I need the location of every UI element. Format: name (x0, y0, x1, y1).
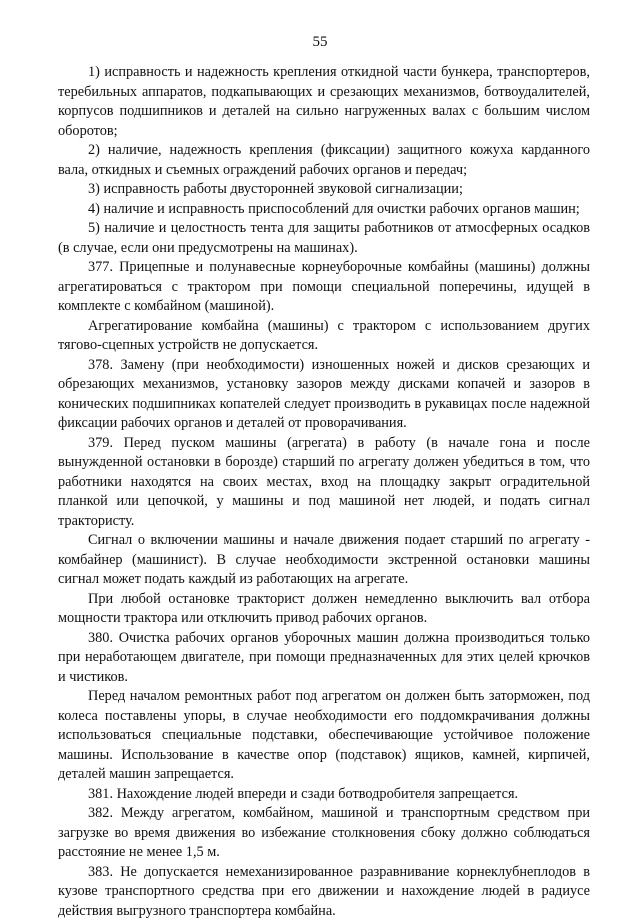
paragraph: 379. Перед пуском машины (агрегата) в работу (в начале гона и после вынужденной остановки в борозде) старший по агрегату должен убедиться в том, что работники находятся на своих местах, вход на площадку закрыт оградительной планкой или цепочкой, у машины и под машиной нет людей, и подать сигнал трактористу. (58, 434, 590, 532)
paragraph: 380. Очистка рабочих органов уборочных машин должна производиться только при неработающем двигателе, при помощи предназначенных для этих целей крючков и чистиков. (58, 629, 590, 688)
paragraph: 382. Между агрегатом, комбайном, машиной и транспортным средством при загрузке во время движения во избежание столкновения сбоку должно соблюдаться расстояние не менее 1,5 м. (58, 804, 590, 863)
paragraph: Перед началом ремонтных работ под агрегатом он должен быть заторможен, под колеса поставлены упоры, в случае необходимости его поддомкрачивания должны использоваться специальные подставки, обеспечивающие устойчивое положение машины. Использование в качестве опор (подставок) ящиков, камней, кирпичей, деталей машин запрещается. (58, 687, 590, 785)
paragraph: 2) наличие, надежность крепления (фиксации) защитного кожуха карданного вала, откидных и съемных ограждений рабочих органов и передач; (58, 141, 590, 180)
paragraph: 3) исправность работы двусторонней звуковой сигнализации; (58, 180, 590, 200)
paragraph: 383. Не допускается немеханизированное разравнивание корнеклубнеплодов в кузове транспортного средства при его движении и нахождение людей в радиусе действия выгрузного транспортера комбайна. (58, 863, 590, 921)
paragraph: 381. Нахождение людей впереди и сзади ботводробителя запрещается. (58, 785, 590, 805)
paragraph: 377. Прицепные и полунавесные корнеуборочные комбайны (машины) должны агрегатироваться с трактором при помощи специальной поперечины, идущей в комплекте с комбайном (машиной). (58, 258, 590, 317)
paragraph: 1) исправность и надежность крепления откидной части бункера, транспортеров, теребильных аппаратов, подкапывающих и срезающих механизмов, ботвоудалителей, корпусов подшипников и деталей на сильно нагруженных валах с большим числом оборотов; (58, 63, 590, 141)
paragraph: Агрегатирование комбайна (машины) с трактором с использованием других тягово-сцепных устройств не допускается. (58, 317, 590, 356)
paragraph: 378. Замену (при необходимости) изношенных ножей и дисков срезающих и обрезающих механизмов, установку зазоров между дисками копачей и зазоров в конических подшипниках копателей следует производить в рукавицах после надежной фиксации рабочих органов и деталей от проворачивания. (58, 356, 590, 434)
body-text (58, 63, 590, 921)
page-number: 55 (0, 33, 640, 51)
paragraph: 4) наличие и исправность приспособлений для очистки рабочих органов машин; (58, 200, 590, 220)
paragraph: При любой остановке тракторист должен немедленно выключить вал отбора мощности трактора или отключить привод рабочих органов. (58, 590, 590, 629)
paragraph: 5) наличие и целостность тента для защиты работников от атмосферных осадков (в случае, если они предусмотрены на машинах). (58, 219, 590, 258)
paragraph: Сигнал о включении машины и начале движения подает старший по агрегату - комбайнер (машинист). В случае необходимости экстренной остановки машины сигнал может подать каждый из работающих на агрегате. (58, 531, 590, 590)
